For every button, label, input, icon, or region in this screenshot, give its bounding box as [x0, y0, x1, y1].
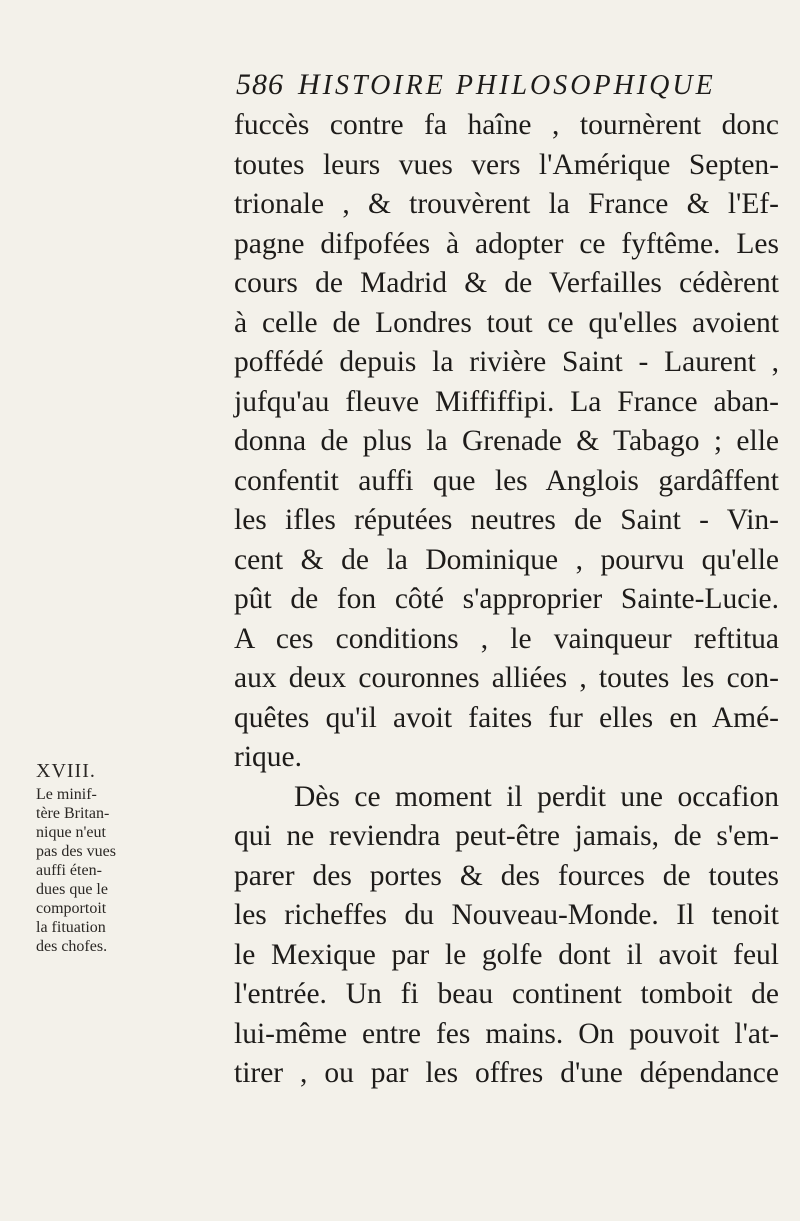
text-line: confentit auffi que les Anglois gardâffent [234, 464, 779, 497]
page-header [236, 68, 776, 108]
margin-note-line: auffi éten- [36, 862, 102, 879]
margin-note-line: des chofes. [36, 938, 108, 955]
text-line: le Mexique par le golfe dont il avoit feul [234, 938, 779, 971]
text-line: à celle de Londres tout ce qu'elles avoient [234, 306, 779, 339]
text-line: les ifles réputées neutres de Saint - Vin- [234, 504, 779, 536]
margin-note [36, 762, 132, 956]
margin-note-line: tère Britan- [36, 805, 110, 822]
margin-note-line: comportoit [36, 900, 107, 917]
text-line: lui-même entre fes mains. On pouvoit l'at- [234, 1017, 779, 1050]
text-line: cours de Madrid & de Verfailles cédèrent [234, 267, 779, 299]
text-line: parer des portes & des fources de toutes [234, 859, 779, 892]
running-title [298, 68, 716, 102]
text-line: cent & de la Dominique , pourvu qu'elle [234, 543, 779, 576]
running-title-rest: ISTOIRE PHILOSOPHIQUE [322, 70, 716, 101]
page-number: 586 [236, 68, 284, 101]
text-line: tirer , ou par les offres d'une dépendance [234, 1057, 779, 1089]
text-line: toutes leurs vues vers l'Amérique Septen- [234, 148, 779, 181]
text-line: rique. [234, 741, 302, 773]
text-line: quêtes qu'il avoit faites fur elles en Amé- [234, 701, 779, 734]
margin-note-line: la fituation [36, 919, 106, 936]
text-line: fuccès contre fa haîne , tournèrent donc [234, 109, 779, 141]
text-line: donna de plus la Grenade & Tabago ; elle [234, 425, 779, 457]
text-line: aux deux couronnes alliées , toutes les con- [234, 662, 779, 694]
text-line: Dès ce moment il perdit une occafion [294, 780, 779, 813]
text-line: jufqu'au fleuve Miffiffipi. La France aban- [234, 385, 779, 418]
margin-note-line: nique n'eut [36, 824, 106, 841]
text-line: pagne difpofées à adopter ce fyftême. Les [234, 227, 779, 260]
text-line: poffédé depuis la rivière Saint - Laurent , [234, 346, 779, 378]
text-line: les richeffes du Nouveau-Monde. Il tenoit [234, 899, 779, 931]
text-line: l'entrée. Un fi beau continent tomboit de [234, 978, 779, 1010]
text-line: qui ne reviendra peut-être jamais, de s'em- [234, 820, 779, 852]
text-line: pût de fon côté s'approprier Sainte-Lucie. [234, 583, 779, 615]
text-line: A ces conditions , le vainqueur reftitua [234, 622, 779, 655]
margin-note-line: Le minif- [36, 786, 97, 803]
margin-note-line: dues que le [36, 881, 108, 898]
text-line: trionale , & trouvèrent la France & l'Ef- [234, 188, 779, 220]
margin-note-line: pas des vues [36, 843, 116, 860]
running-title-initial: H [298, 68, 323, 101]
body-text [234, 106, 779, 1094]
margin-note-number: XVIII. [36, 760, 96, 782]
